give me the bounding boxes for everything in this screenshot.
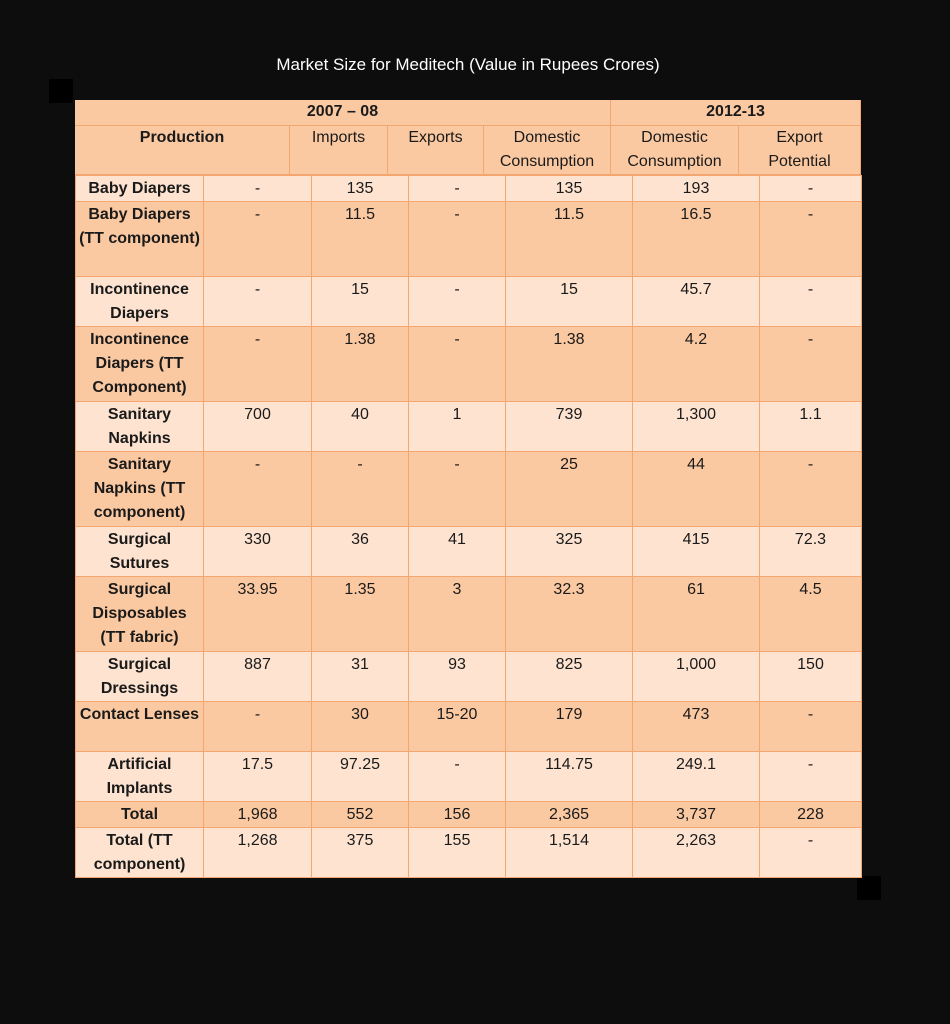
domestic-2007-cell: 325: [506, 527, 633, 577]
production-cell: 887: [204, 652, 312, 702]
table-row: [76, 702, 862, 752]
table-row: [76, 752, 862, 802]
table-row: [76, 277, 862, 327]
domestic-2007-cell: 32.3: [506, 577, 633, 652]
table-row: [76, 202, 862, 277]
row-label: Incontinence Diapers (TT Component): [76, 327, 204, 402]
export-potential-cell: -: [760, 752, 862, 802]
production-header: Production: [75, 126, 290, 175]
production-cell: -: [204, 202, 312, 277]
domestic-2012-cell: 415: [633, 527, 760, 577]
imports-cell: 15: [312, 277, 409, 327]
production-cell: -: [204, 277, 312, 327]
export-potential-cell: 72.3: [760, 527, 862, 577]
production-cell: 33.95: [204, 577, 312, 652]
export-potential-cell: 4.5: [760, 577, 862, 652]
production-cell: -: [204, 452, 312, 527]
imports-cell: 375: [312, 828, 409, 878]
domestic-2007-cell: 2,365: [506, 802, 633, 828]
market-size-table: [75, 175, 862, 878]
exports-cell: -: [409, 202, 506, 277]
header-line: Consumption: [627, 153, 722, 170]
table-header: [75, 100, 861, 175]
domestic-2012-cell: 61: [633, 577, 760, 652]
table-row: [76, 402, 862, 452]
export-potential-header: [739, 126, 861, 175]
exports-cell: 156: [409, 802, 506, 828]
imports-cell: 30: [312, 702, 409, 752]
table-row: [76, 828, 862, 878]
domestic-2007-cell: 739: [506, 402, 633, 452]
exports-cell: 1: [409, 402, 506, 452]
corner-marker: [857, 876, 881, 900]
export-potential-cell: -: [760, 327, 862, 402]
export-potential-cell: -: [760, 202, 862, 277]
exports-cell: -: [409, 176, 506, 202]
domestic-2012-cell: 1,300: [633, 402, 760, 452]
domestic-consumption-2007-header: [484, 126, 611, 175]
domestic-2007-cell: 114.75: [506, 752, 633, 802]
domestic-2012-cell: 473: [633, 702, 760, 752]
domestic-2007-cell: 15: [506, 277, 633, 327]
imports-cell: 1.38: [312, 327, 409, 402]
row-label: Sanitary Napkins (TT component): [76, 452, 204, 527]
exports-cell: -: [409, 277, 506, 327]
domestic-2012-cell: 249.1: [633, 752, 760, 802]
domestic-2007-cell: 1.38: [506, 327, 633, 402]
table-row: [76, 527, 862, 577]
domestic-2012-cell: 1,000: [633, 652, 760, 702]
exports-cell: -: [409, 752, 506, 802]
table-row: [76, 652, 862, 702]
header-line: Potential: [768, 153, 831, 170]
exports-cell: 93: [409, 652, 506, 702]
exports-cell: -: [409, 452, 506, 527]
export-potential-cell: -: [760, 828, 862, 878]
domestic-2007-cell: 825: [506, 652, 633, 702]
production-cell: 330: [204, 527, 312, 577]
table-row: [76, 577, 862, 652]
domestic-2012-cell: 2,263: [633, 828, 760, 878]
header-line: Consumption: [499, 153, 595, 170]
row-label: Total (TT component): [76, 828, 204, 878]
production-cell: 1,968: [204, 802, 312, 828]
domestic-2012-cell: 3,737: [633, 802, 760, 828]
imports-cell: 1.35: [312, 577, 409, 652]
imports-header: Imports: [290, 126, 388, 175]
exports-header: Exports: [388, 126, 484, 175]
export-potential-cell: -: [760, 452, 862, 527]
row-label: Surgical Disposables (TT fabric): [76, 577, 204, 652]
exports-cell: 41: [409, 527, 506, 577]
domestic-2007-cell: 1,514: [506, 828, 633, 878]
table-row: [76, 452, 862, 527]
row-label: Surgical Dressings: [76, 652, 204, 702]
exports-cell: 15-20: [409, 702, 506, 752]
corner-marker: [49, 79, 73, 103]
domestic-2007-cell: 25: [506, 452, 633, 527]
export-potential-cell: -: [760, 176, 862, 202]
domestic-consumption-2012-header: [611, 126, 739, 175]
production-cell: 1,268: [204, 828, 312, 878]
domestic-2012-cell: 4.2: [633, 327, 760, 402]
imports-cell: 97.25: [312, 752, 409, 802]
domestic-2012-cell: 16.5: [633, 202, 760, 277]
header-line: Export: [776, 129, 823, 146]
header-line: Domestic: [641, 129, 708, 146]
production-cell: -: [204, 702, 312, 752]
imports-cell: 31: [312, 652, 409, 702]
imports-cell: 552: [312, 802, 409, 828]
production-cell: 700: [204, 402, 312, 452]
row-label: Baby Diapers: [76, 176, 204, 202]
exports-cell: 155: [409, 828, 506, 878]
imports-cell: 36: [312, 527, 409, 577]
export-potential-cell: 228: [760, 802, 862, 828]
domestic-2012-cell: 45.7: [633, 277, 760, 327]
domestic-2012-cell: 44: [633, 452, 760, 527]
period-2007-08-header: 2007 – 08: [75, 100, 611, 126]
row-label: Baby Diapers (TT component): [76, 202, 204, 277]
imports-cell: -: [312, 452, 409, 527]
row-label: Total: [76, 802, 204, 828]
domestic-2007-cell: 135: [506, 176, 633, 202]
row-label: Artificial Implants: [76, 752, 204, 802]
imports-cell: 135: [312, 176, 409, 202]
row-label: Surgical Sutures: [76, 527, 204, 577]
export-potential-cell: -: [760, 702, 862, 752]
production-cell: -: [204, 176, 312, 202]
export-potential-cell: 1.1: [760, 402, 862, 452]
table-row: [76, 176, 862, 202]
row-label: Contact Lenses: [76, 702, 204, 752]
table-title: Market Size for Meditech (Value in Rupees Crores): [276, 55, 660, 74]
period-2012-13-header: 2012-13: [611, 100, 861, 126]
row-label: Sanitary Napkins: [76, 402, 204, 452]
export-potential-cell: -: [760, 277, 862, 327]
imports-cell: 11.5: [312, 202, 409, 277]
table-row: [76, 327, 862, 402]
exports-cell: -: [409, 327, 506, 402]
domestic-2007-cell: 179: [506, 702, 633, 752]
production-cell: -: [204, 327, 312, 402]
imports-cell: 40: [312, 402, 409, 452]
exports-cell: 3: [409, 577, 506, 652]
production-cell: 17.5: [204, 752, 312, 802]
domestic-2012-cell: 193: [633, 176, 760, 202]
header-line: Domestic: [513, 129, 581, 146]
export-potential-cell: 150: [760, 652, 862, 702]
table-row: [76, 802, 862, 828]
domestic-2007-cell: 11.5: [506, 202, 633, 277]
row-label: Incontinence Diapers: [76, 277, 204, 327]
